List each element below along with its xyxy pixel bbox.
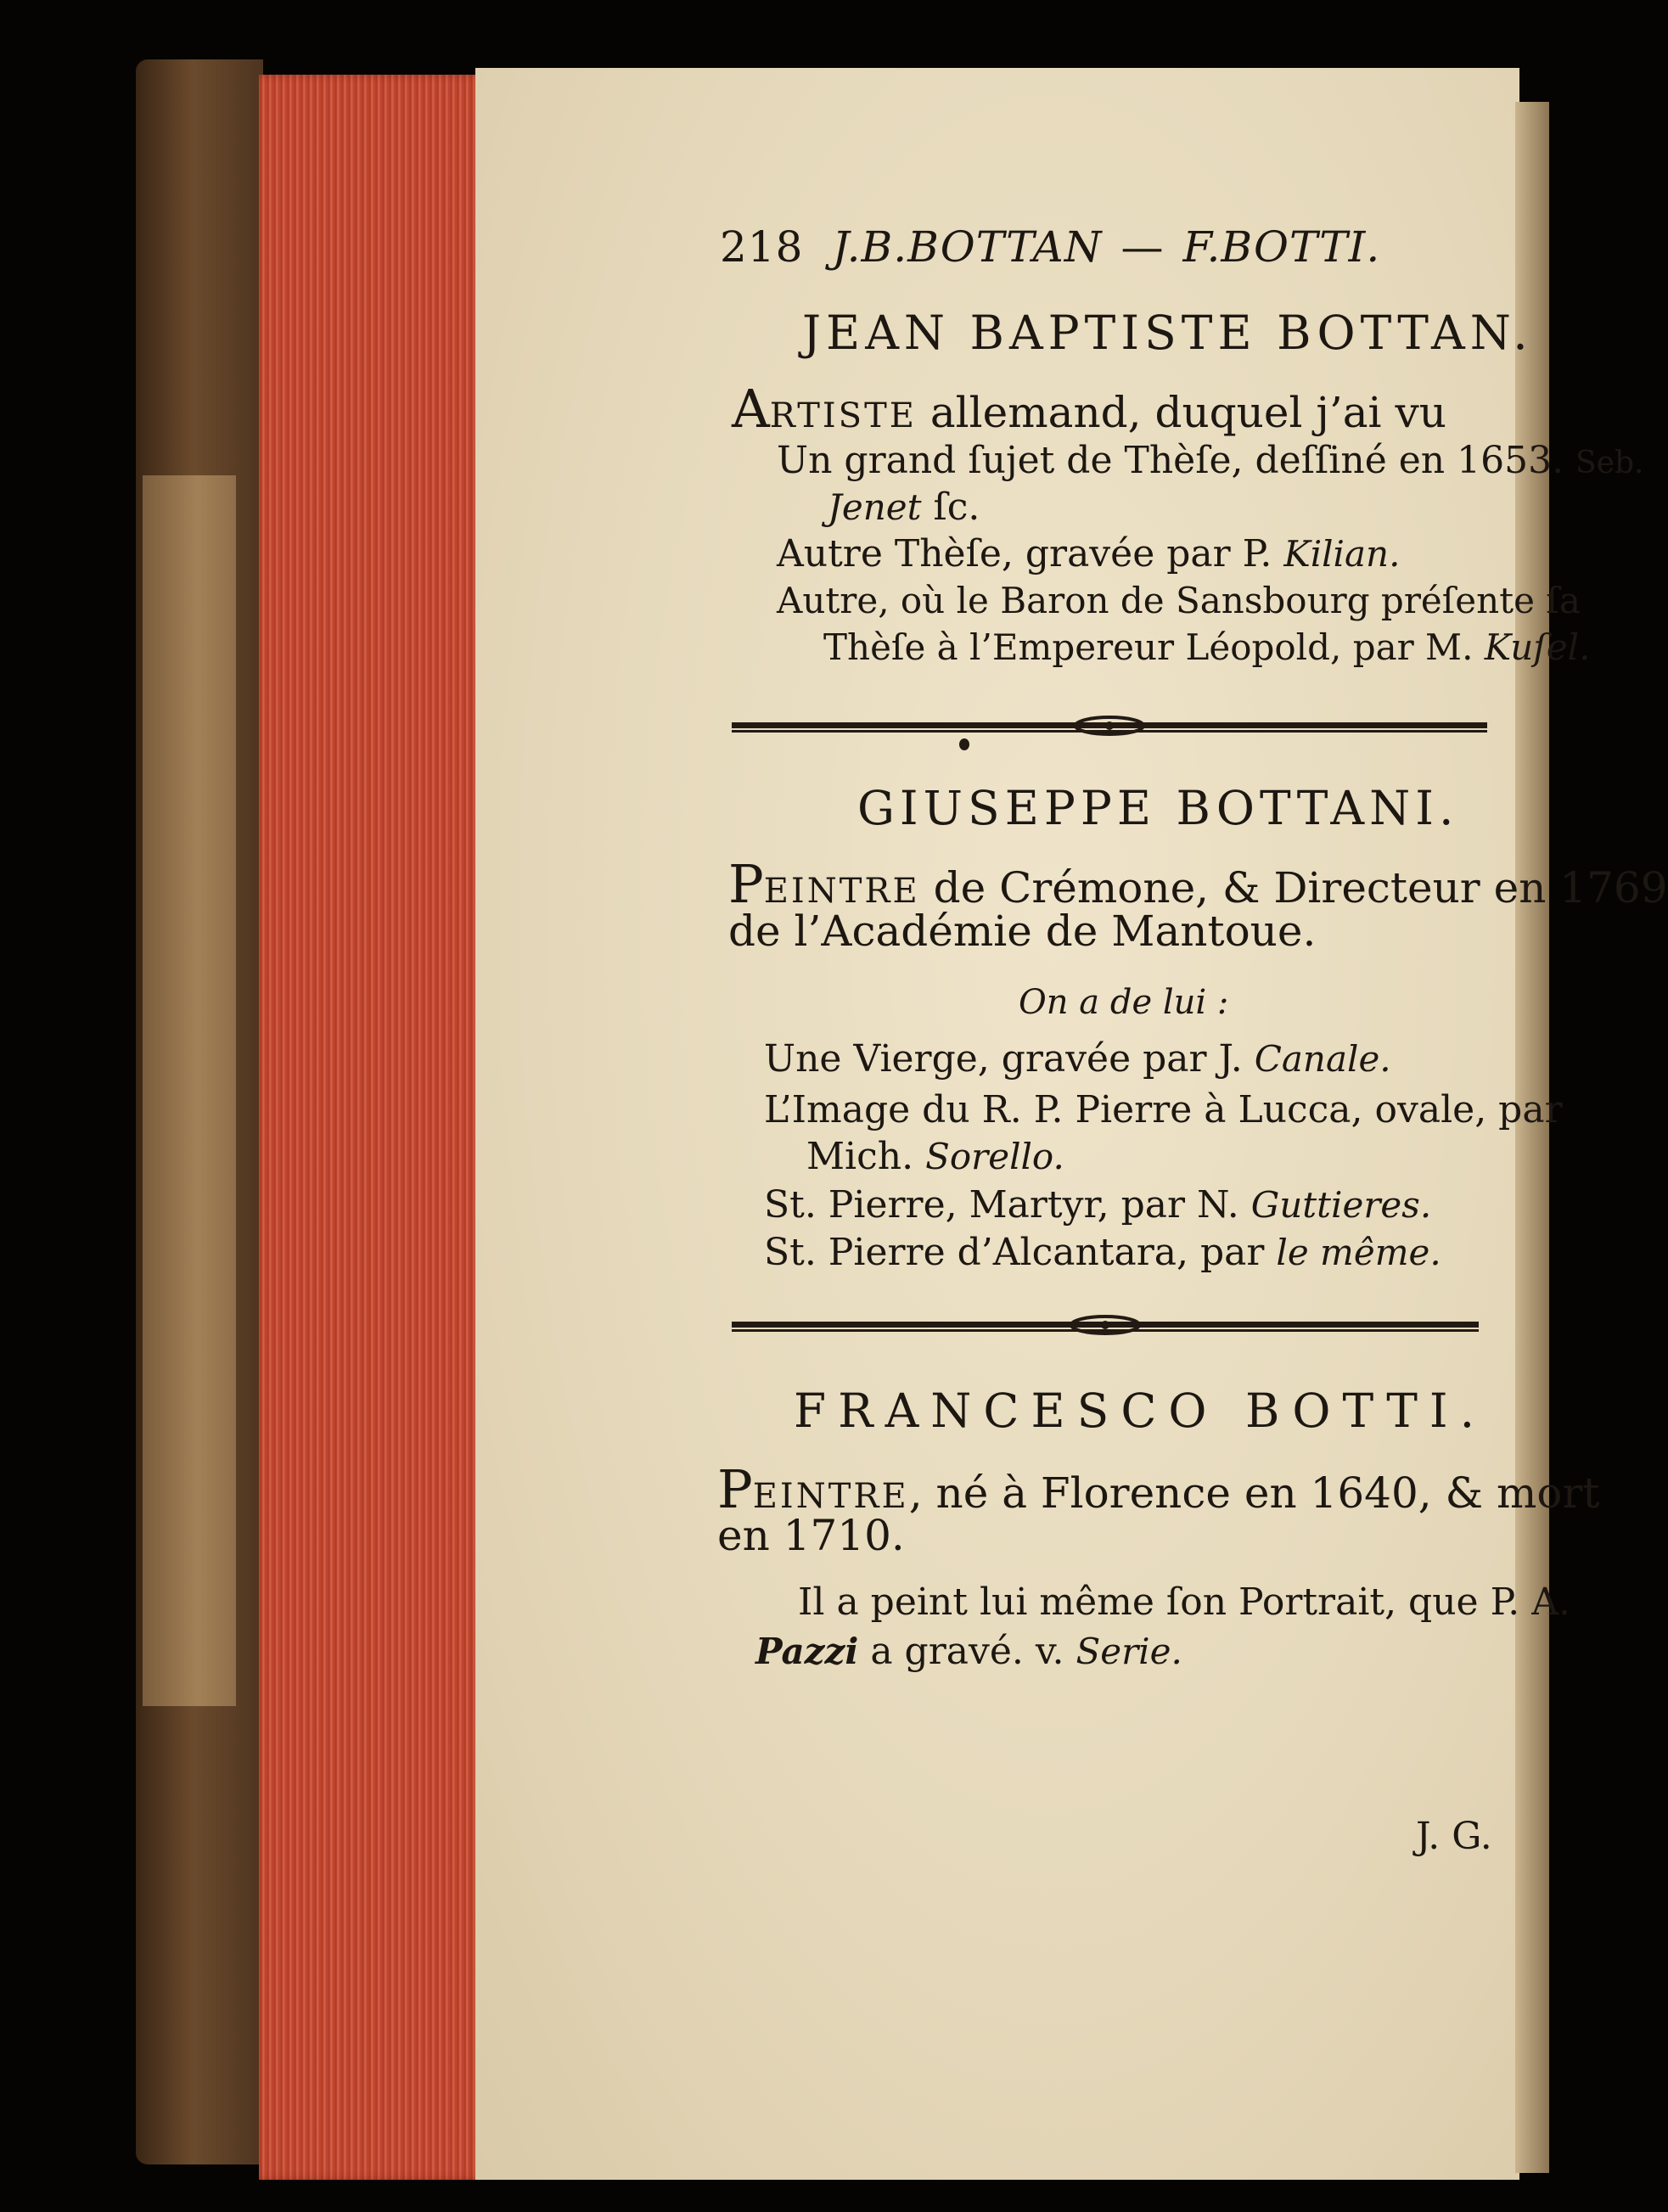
running-head xyxy=(720,222,1380,272)
section-heading-bottani: GIUSEPPE BOTTANI. xyxy=(857,781,1459,835)
section-lead-botti: PEINTRE, né à Florence en 1640, & mort xyxy=(717,1458,1600,1520)
running-head-dash: — xyxy=(1120,222,1165,272)
cover-worn-area xyxy=(143,475,236,1706)
section-lead-bottani: PEINTRE de Crémone, & Directeur en 1769 xyxy=(728,853,1668,915)
section-lead-bottani-cont: de l’Académie de Mantoue. xyxy=(728,907,1317,956)
entry-botti-1-cont: Pazzi a gravé. v. Serie. xyxy=(755,1630,1182,1673)
entry-bottani-2: L’Image du R. P. Pierre à Lucca, ovale, par xyxy=(764,1088,1563,1131)
running-head-right: F.BOTTI. xyxy=(1182,222,1381,272)
page-edges xyxy=(259,75,484,2180)
ornamental-rule-2 xyxy=(732,1314,1479,1339)
section-lead-botti-cont: en 1710. xyxy=(717,1511,905,1560)
facing-page-edge xyxy=(1515,102,1549,2173)
ornament-dot xyxy=(959,738,969,750)
subheading-on-a-de-lui: On a de lui : xyxy=(1019,983,1229,1022)
page-number: 218 xyxy=(720,222,804,272)
section-lead-bottan: ARTISTE allemand, duquel j’ai vu xyxy=(732,378,1446,440)
signature-mark: J. G. xyxy=(1416,1815,1492,1858)
entry-bottan-3: Autre, où le Baron de Sansbourg préſente ſa xyxy=(777,580,1581,621)
section-heading-bottan: JEAN BAPTISTE BOTTAN. xyxy=(802,306,1533,360)
entry-bottani-2-cont: Mich. Sorello. xyxy=(806,1135,1064,1178)
entry-bottan-1: Un grand ſujet de Thèſe, deſſiné en 1653. Seb. xyxy=(777,439,1644,482)
entry-bottani-4: St. Pierre d’Alcantara, par le même. xyxy=(764,1231,1441,1274)
ornamental-rule xyxy=(732,715,1487,740)
section-heading-botti: FRANCESCO BOTTI. xyxy=(794,1384,1487,1438)
running-head-left: J.B.BOTTAN xyxy=(832,222,1103,272)
entry-bottan-3-cont: Thèſe à l’Empereur Léopold, par M. Kuſel. xyxy=(823,626,1591,668)
entry-bottan-2: Autre Thèſe, gravée par P. Kilian. xyxy=(777,532,1401,575)
entry-bottani-1: Une Vierge, gravée par J. Canale. xyxy=(764,1037,1391,1081)
entry-bottani-3: St. Pierre, Martyr, par N. Guttieres. xyxy=(764,1183,1432,1227)
entry-bottan-1-cont: Jenet ſc. xyxy=(828,486,980,529)
entry-botti-1: Il a peint lui même ſon Portrait, que P. A. xyxy=(798,1580,1570,1624)
